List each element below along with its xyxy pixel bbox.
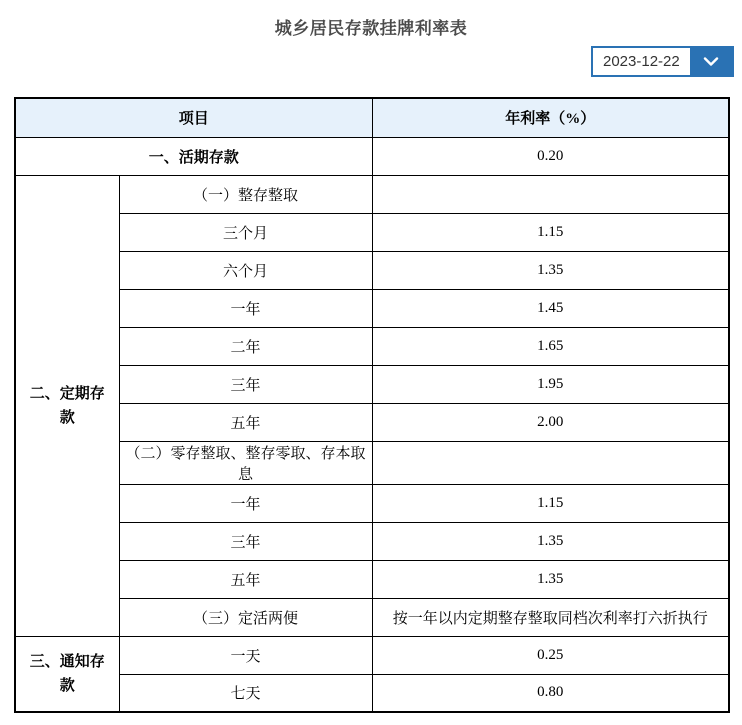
table-row: [15, 560, 729, 598]
column-header-rate: 年利率（%）: [372, 98, 729, 137]
rate-cell: 0.25: [372, 636, 729, 674]
rate-cell: 1.95: [372, 365, 729, 403]
item-cell: 三个月: [119, 213, 372, 251]
item-cell: （二）零存整取、整存零取、存本取息: [119, 441, 372, 484]
item-cell: 一天: [119, 636, 372, 674]
section-cell: 一、活期存款: [15, 137, 372, 175]
item-cell: （三）定活两便: [119, 598, 372, 636]
date-picker-value[interactable]: 2023-12-22: [593, 48, 690, 75]
rate-cell: 1.35: [372, 560, 729, 598]
item-cell: 三年: [119, 522, 372, 560]
table-row: [15, 213, 729, 251]
rate-cell: 1.45: [372, 289, 729, 327]
table-row: [15, 674, 729, 712]
rate-cell: 按一年以内定期整存整取同档次利率打六折执行: [372, 598, 729, 636]
table-row: [15, 175, 729, 213]
table-row: [15, 522, 729, 560]
table-row: [15, 251, 729, 289]
section-cell: 二、定期存款: [15, 175, 119, 636]
item-cell: 七天: [119, 674, 372, 712]
rate-cell: [372, 441, 729, 484]
chevron-down-icon: [703, 54, 719, 69]
table-row: [15, 365, 729, 403]
rate-cell: 0.20: [372, 137, 729, 175]
item-cell: 一年: [119, 289, 372, 327]
rate-cell: [372, 175, 729, 213]
item-cell: 三年: [119, 365, 372, 403]
date-picker-dropdown-button[interactable]: [690, 48, 732, 75]
item-cell: 二年: [119, 327, 372, 365]
item-cell: 六个月: [119, 251, 372, 289]
rate-cell: 2.00: [372, 403, 729, 441]
item-cell: 一年: [119, 484, 372, 522]
section-cell: 三、通知存款: [15, 636, 119, 712]
page-title: 城乡居民存款挂牌利率表: [274, 19, 468, 38]
rate-cell: 1.15: [372, 213, 729, 251]
table-row: [15, 137, 729, 175]
table-row: [15, 598, 729, 636]
table-row: [15, 441, 729, 484]
table-row: [15, 636, 729, 674]
column-header-item: 项目: [15, 98, 372, 137]
rate-cell: 1.35: [372, 251, 729, 289]
date-picker[interactable]: [591, 46, 734, 77]
deposit-rate-table: [14, 97, 730, 713]
rate-cell: 1.15: [372, 484, 729, 522]
item-cell: 五年: [119, 403, 372, 441]
table-header-row: [15, 98, 729, 137]
rate-cell: 1.65: [372, 327, 729, 365]
table-row: [15, 289, 729, 327]
item-cell: 五年: [119, 560, 372, 598]
table-row: [15, 403, 729, 441]
item-cell: （一）整存整取: [119, 175, 372, 213]
rate-cell: 1.35: [372, 522, 729, 560]
table-row: [15, 484, 729, 522]
table-row: [15, 327, 729, 365]
rate-cell: 0.80: [372, 674, 729, 712]
